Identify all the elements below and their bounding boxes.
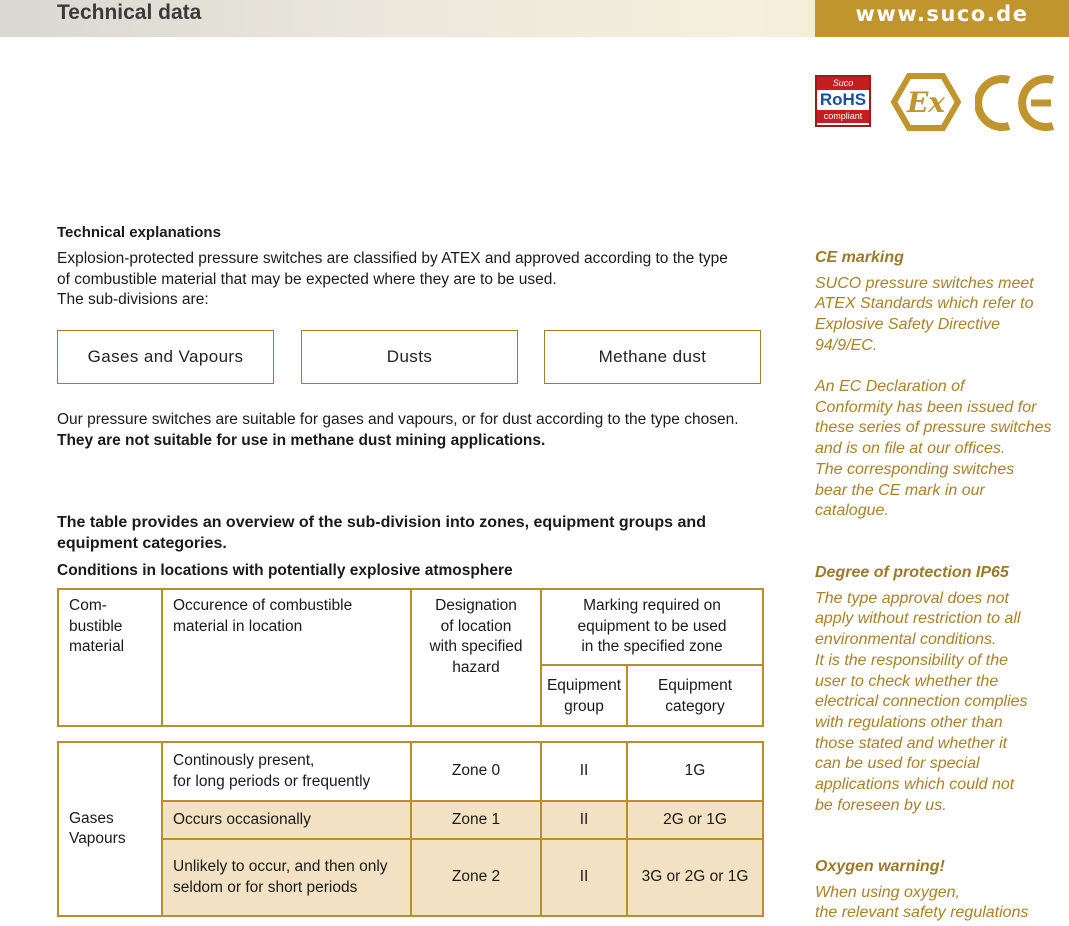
group-cell: II — [541, 839, 627, 916]
table-row — [58, 839, 763, 916]
overview-paragraph — [57, 513, 767, 554]
rohs-logo-text: RoHS — [819, 90, 867, 109]
ex-atex-logo — [891, 72, 961, 132]
occurrence-cell: Continously present, for long periods or frequently — [162, 742, 411, 801]
suitability-paragraph — [57, 410, 777, 451]
sidebar-heading: CE marking — [815, 249, 904, 266]
sidebar-ip65: Degree of protection IP65 The type approval does not apply without restriction to all environmental conditions. It is the responsibility of the user to check whether the electrical connection complies with regulations other than those stated and whether it can be used for special applications which could not be foreseen by us. — [815, 563, 1060, 816]
occurrence-cell: Occurs occasionally — [162, 801, 411, 839]
overview-line: The table provides an overview of the sub-division into zones, equipment groups and — [57, 514, 706, 531]
occurrence-cell: Unlikely to occur, and then only seldom or for short periods — [162, 839, 411, 916]
table-row — [58, 742, 763, 801]
sidebar-ce-marking: CE marking SUCO pressure switches meet ATEX Standards which refer to Explosive Safety Directive 94/9/EC. — [815, 248, 1060, 357]
ex-logo-text: Ex — [906, 86, 946, 119]
intro-line: The sub-divisions are: — [57, 291, 209, 308]
overview-line: equipment categories. — [57, 534, 227, 552]
intro-paragraph — [57, 249, 777, 311]
header-designation: Designation of location with specified hazard — [411, 589, 541, 726]
website-link[interactable]: www.suco.de — [815, 0, 1069, 37]
rohs-logo-compliant: compliant — [817, 110, 869, 123]
header-marking-required: Marking required on equipment to be used in the specified zone — [541, 589, 763, 665]
zone-cell: Zone 2 — [411, 839, 541, 916]
subdivision-dusts: Dusts — [301, 330, 518, 384]
material-gases-vapours: Gases Vapours — [58, 742, 162, 916]
subdivision-gases-vapours: Gases and Vapours — [57, 330, 274, 384]
table-row — [58, 801, 763, 839]
suitability-line-bold: They are not suitable for use in methane dust mining applications. — [57, 431, 546, 449]
header-combustible-material: Com- bustible material — [58, 589, 162, 726]
header-equipment-category: Equipment category — [627, 665, 763, 726]
ce-mark-logo — [975, 72, 1057, 134]
header-occurrence: Occurence of combustible material in location — [162, 589, 411, 726]
rohs-logo — [815, 75, 871, 127]
group-cell: II — [541, 801, 627, 839]
zones-table-header — [57, 588, 764, 727]
group-cell: II — [541, 742, 627, 801]
intro-line: of combustible material that may be expected where they are to be used. — [57, 270, 557, 288]
rohs-logo-brand: Suco — [817, 77, 869, 90]
subdivision-methane-dust: Methane dust — [544, 330, 761, 384]
sidebar-ec-declaration: An EC Declaration of Conformity has been issued for these series of pressure switches and is on file at our offices. The corresponding switches bear the CE mark in our catalogue. — [815, 378, 1052, 520]
section-title: Technical explanations — [57, 224, 221, 241]
intro-line: Explosion-protected pressure switches are classified by ATEX and approved according to the type — [57, 250, 728, 267]
header-equipment-group: Equipment group — [541, 665, 627, 726]
certification-logos — [815, 72, 1060, 134]
suitability-line: Our pressure switches are suitable for gases and vapours, or for dust according to the type chosen. — [57, 411, 739, 428]
conditions-title: Conditions in locations with potentially explosive atmosphere — [57, 562, 513, 579]
category-cell: 2G or 1G — [627, 801, 763, 839]
sidebar-heading: Degree of protection IP65 — [815, 564, 1009, 581]
category-cell: 1G — [627, 742, 763, 801]
page-title: Technical data — [57, 1, 202, 24]
zone-cell: Zone 1 — [411, 801, 541, 839]
category-cell: 3G or 2G or 1G — [627, 839, 763, 916]
sidebar-heading: Oxygen warning! — [815, 858, 945, 875]
sidebar-oxygen-warning: Oxygen warning! When using oxygen, the relevant safety regulations — [815, 857, 1060, 924]
zone-cell: Zone 0 — [411, 742, 541, 801]
zones-table-body — [57, 741, 764, 917]
